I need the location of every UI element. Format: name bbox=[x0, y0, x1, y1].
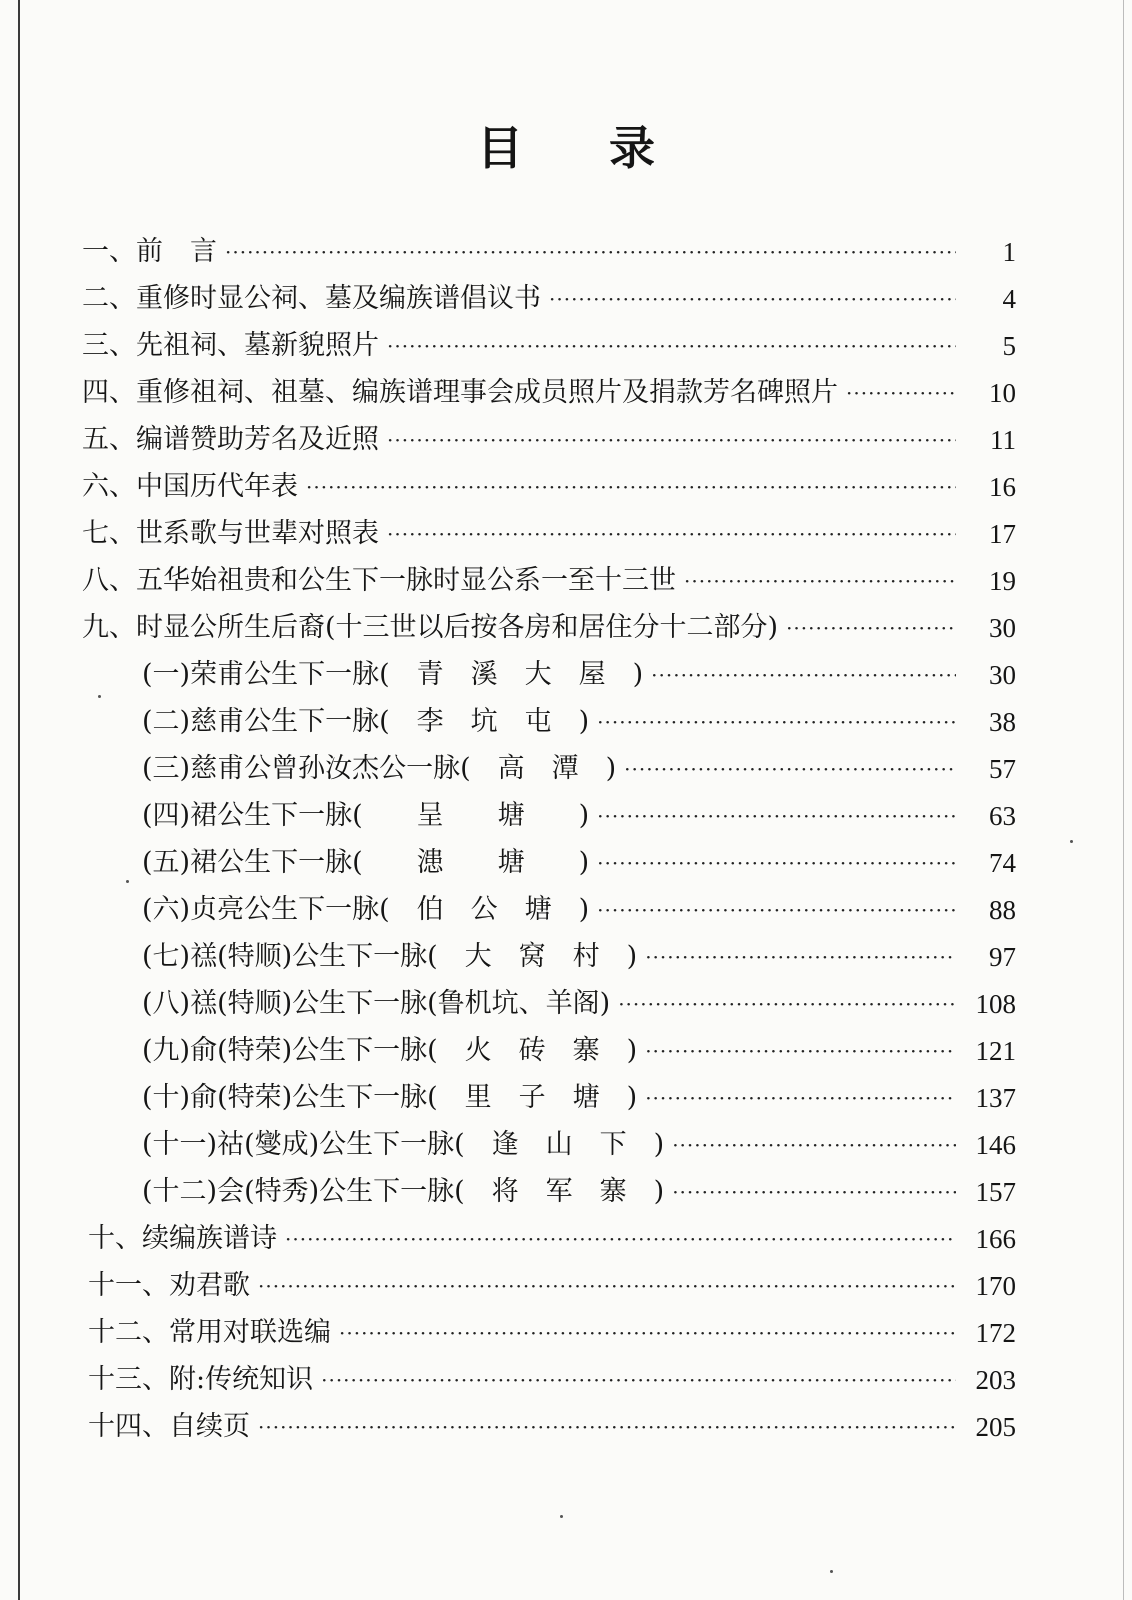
leader-dots bbox=[549, 279, 956, 319]
toc-subentry-12[interactable] bbox=[142, 1172, 1016, 1212]
toc-subentry-3[interactable] bbox=[142, 749, 1016, 789]
toc-subentry-4[interactable] bbox=[142, 796, 1016, 836]
toc-entry-page: 146 bbox=[975, 1130, 1016, 1160]
leader-dots bbox=[225, 232, 956, 272]
leader-dots bbox=[597, 843, 956, 883]
toc-entry-label: 二、重修时显公祠、墓及编族谱倡议书 bbox=[82, 283, 541, 314]
toc-entry-page: 16 bbox=[989, 472, 1016, 502]
toc-entry-4[interactable] bbox=[82, 373, 1016, 413]
toc-entry-page: 38 bbox=[989, 707, 1016, 737]
toc-subentry-8[interactable] bbox=[142, 984, 1016, 1024]
toc-entry-page: 205 bbox=[975, 1412, 1016, 1442]
leader-dots bbox=[645, 937, 956, 977]
toc-entry-label: 七、世系歌与世辈对照表 bbox=[82, 518, 379, 549]
toc-subentry-7[interactable] bbox=[142, 937, 1016, 977]
leader-dots bbox=[846, 373, 956, 413]
leader-dots bbox=[597, 702, 956, 742]
leader-dots bbox=[597, 890, 956, 930]
toc-entry-page: 30 bbox=[989, 660, 1016, 690]
toc-subentry-10[interactable] bbox=[142, 1078, 1016, 1118]
toc-entry-label: 八、五华始祖贵和公生下一脉时显公系一至十三世 bbox=[82, 565, 676, 596]
scan-speck bbox=[560, 1515, 563, 1518]
toc-entry-7[interactable] bbox=[82, 514, 1016, 554]
leader-dots bbox=[321, 1360, 956, 1400]
toc-entry-page: 88 bbox=[989, 895, 1016, 925]
title-char-1: 目 bbox=[477, 121, 523, 175]
toc-entry-page: 108 bbox=[975, 989, 1016, 1019]
toc-entry-label: 十四、自续页 bbox=[88, 1411, 250, 1442]
leader-dots bbox=[285, 1219, 956, 1259]
toc-subentry-6[interactable] bbox=[142, 890, 1016, 930]
toc-entry-page: 166 bbox=[975, 1224, 1016, 1254]
toc-entry-page: 19 bbox=[989, 566, 1016, 596]
toc-entry-page: 10 bbox=[989, 378, 1016, 408]
toc-entry-label: (五)裙公生下一脉( 漶 塘 ) bbox=[142, 847, 590, 878]
toc-subentry-9[interactable] bbox=[142, 1031, 1016, 1071]
toc-entry-label: 四、重修祖祠、祖墓、编族谱理事会成员照片及捐款芳名碑照片 bbox=[82, 377, 838, 408]
toc-entry-page: 137 bbox=[975, 1083, 1016, 1113]
toc-entry-page: 1 bbox=[1002, 237, 1016, 267]
leader-dots bbox=[651, 655, 956, 695]
toc-entry-page: 4 bbox=[1002, 284, 1016, 314]
toc-entry-page: 170 bbox=[975, 1271, 1016, 1301]
toc-entry-5[interactable] bbox=[82, 420, 1016, 460]
toc-entry-label: (二)慈甫公生下一脉( 李 坑 屯 ) bbox=[142, 706, 590, 737]
toc-entry-2[interactable] bbox=[82, 279, 1016, 319]
leader-dots bbox=[672, 1125, 956, 1165]
toc-entry-page: 57 bbox=[989, 754, 1016, 784]
scan-speck bbox=[1070, 840, 1073, 843]
toc-entry-1[interactable] bbox=[82, 232, 1016, 272]
leader-dots bbox=[306, 467, 956, 507]
leader-dots bbox=[624, 749, 956, 789]
leader-dots bbox=[645, 1078, 956, 1118]
leader-dots bbox=[339, 1313, 956, 1353]
leader-dots bbox=[645, 1031, 956, 1071]
toc-entry-label: (三)慈甫公曾孙汝杰公一脉( 高 潭 ) bbox=[142, 753, 617, 784]
scan-speck bbox=[98, 695, 101, 698]
toc-entry-12[interactable] bbox=[88, 1313, 1016, 1353]
toc-entry-label: (九)俞(特荣)公生下一脉( 火 砖 寨 ) bbox=[142, 1035, 638, 1066]
toc-entry-label: 三、先祖祠、墓新貌照片 bbox=[82, 330, 379, 361]
leader-dots bbox=[618, 984, 956, 1024]
toc-entry-label: 十一、劝君歌 bbox=[88, 1270, 250, 1301]
toc-entry-label: 九、时显公所生后裔(十三世以后按各房和居住分十二部分) bbox=[82, 612, 779, 643]
toc-entry-page: 121 bbox=[975, 1036, 1016, 1066]
toc-entry-label: 十二、常用对联选编 bbox=[88, 1317, 331, 1348]
page-title bbox=[0, 118, 1132, 178]
toc-entry-label: (四)裙公生下一脉( 呈 塘 ) bbox=[142, 800, 590, 831]
toc-entry-14[interactable] bbox=[88, 1407, 1016, 1447]
toc-entry-page: 11 bbox=[990, 425, 1016, 455]
toc-entry-label: (八)禚(特顺)公生下一脉(鲁机坑、羊阁) bbox=[142, 988, 611, 1019]
scan-speck bbox=[126, 880, 129, 883]
leader-dots bbox=[387, 514, 956, 554]
leader-dots bbox=[672, 1172, 956, 1212]
toc-entry-label: 十、续编族谱诗 bbox=[88, 1223, 277, 1254]
scan-right-edge bbox=[1123, 0, 1124, 1600]
toc-entry-page: 74 bbox=[989, 848, 1016, 878]
toc-subentry-5[interactable] bbox=[142, 843, 1016, 883]
toc-entry-label: 十三、附:传统知识 bbox=[88, 1364, 314, 1395]
toc-entry-label: (十一)祜(燮成)公生下一脉( 逢 山 下 ) bbox=[142, 1129, 665, 1160]
toc-entry-page: 203 bbox=[975, 1365, 1016, 1395]
toc-entry-page: 30 bbox=[989, 613, 1016, 643]
toc-entry-label: 一、前 言 bbox=[82, 236, 217, 267]
toc-entry-label: (六)贞亮公生下一脉( 伯 公 塘 ) bbox=[142, 894, 590, 925]
toc-entry-page: 17 bbox=[989, 519, 1016, 549]
toc-entry-page: 97 bbox=[989, 942, 1016, 972]
toc-entry-13[interactable] bbox=[88, 1360, 1016, 1400]
toc-entry-label: (十二)会(特秀)公生下一脉( 将 军 寨 ) bbox=[142, 1176, 665, 1207]
scan-binding-edge bbox=[18, 0, 20, 1600]
title-char-2: 录 bbox=[609, 121, 655, 175]
leader-dots bbox=[387, 326, 956, 366]
toc-entry-3[interactable] bbox=[82, 326, 1016, 366]
toc-entry-label: (一)荣甫公生下一脉( 青 溪 大 屋 ) bbox=[142, 659, 644, 690]
toc-subentry-11[interactable] bbox=[142, 1125, 1016, 1165]
toc-entry-10[interactable] bbox=[88, 1219, 1016, 1259]
toc-entry-label: 五、编谱赞助芳名及近照 bbox=[82, 424, 379, 455]
toc-entry-page: 5 bbox=[1002, 331, 1016, 361]
leader-dots bbox=[258, 1266, 956, 1306]
toc-entry-8[interactable] bbox=[82, 561, 1016, 601]
toc-entry-label: 六、中国历代年表 bbox=[82, 471, 298, 502]
scan-speck bbox=[830, 1570, 833, 1573]
toc-entry-page: 157 bbox=[975, 1177, 1016, 1207]
leader-dots bbox=[597, 796, 956, 836]
toc-entry-page: 63 bbox=[989, 801, 1016, 831]
toc-entry-9[interactable] bbox=[82, 608, 1016, 648]
toc-entry-label: (七)禚(特顺)公生下一脉( 大 窝 村 ) bbox=[142, 941, 638, 972]
leader-dots bbox=[684, 561, 956, 601]
toc-entry-11[interactable] bbox=[88, 1266, 1016, 1306]
toc-entry-label: (十)俞(特荣)公生下一脉( 里 子 塘 ) bbox=[142, 1082, 638, 1113]
leader-dots bbox=[258, 1407, 956, 1447]
toc-entry-page: 172 bbox=[975, 1318, 1016, 1348]
leader-dots bbox=[387, 420, 956, 460]
toc-entry-6[interactable] bbox=[82, 467, 1016, 507]
toc-subentry-2[interactable] bbox=[142, 702, 1016, 742]
leader-dots bbox=[786, 608, 956, 648]
toc-subentry-1[interactable] bbox=[142, 655, 1016, 695]
